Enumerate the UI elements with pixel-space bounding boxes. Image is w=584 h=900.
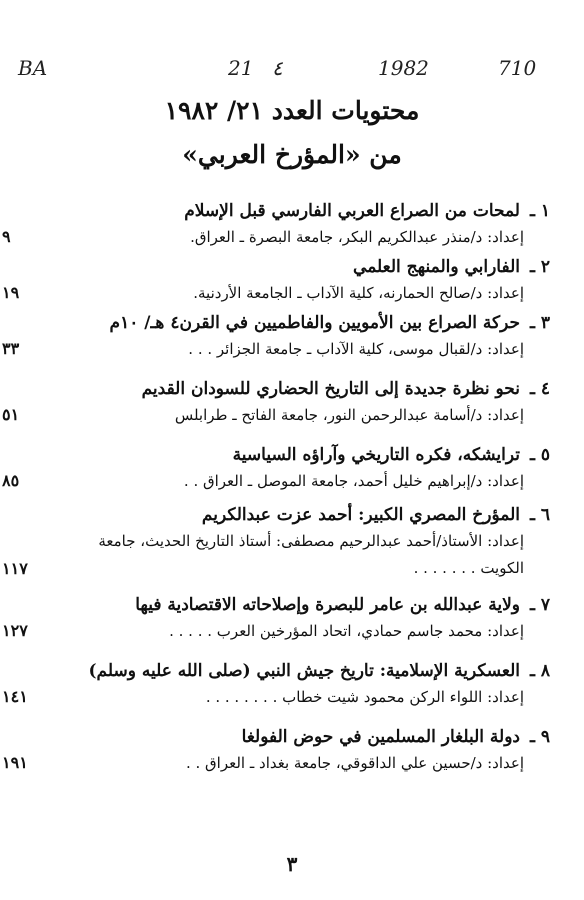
entry-author: إعداد: د/أسامة عبدالرحمن النور، جامعة الفاتح ـ طرابلس: [174, 406, 524, 424]
entry-number: ٢ ـ: [529, 257, 550, 277]
table-of-contents: [2, 190, 550, 776]
entry-heading: [26, 376, 550, 402]
toc-entry: [2, 442, 550, 494]
entry-author-line: [2, 402, 550, 428]
entry-author: إعداد: د/صالح الحمارنه، كلية الآداب ـ الجامعة الأردنية.: [193, 284, 524, 302]
toc-entry: [2, 724, 550, 776]
entry-number: ٣ ـ: [529, 313, 550, 333]
entry-author-line: [2, 684, 550, 710]
handwritten-year: 1982: [378, 56, 429, 80]
entry-title: حركة الصراع بين الأمويين والفاطميين في القرن٤ هـ/ ١٠م: [109, 313, 520, 333]
toc-entry: [2, 502, 550, 582]
entry-heading: [26, 442, 550, 468]
handwritten-number: 710: [498, 56, 537, 80]
entry-heading: [26, 254, 550, 280]
entry-author-line: [2, 618, 550, 644]
entry-number: ٤ ـ: [529, 379, 550, 399]
entry-title: نحو نظرة جديدة إلى التاريخ الحضاري للسودان القديم: [141, 379, 520, 399]
handwritten-code: BA: [18, 56, 48, 80]
entry-title: ترايشكه، فكره التاريخي وآراؤه السياسية: [232, 445, 520, 465]
toc-entry: [2, 310, 550, 362]
entry-page-number: ١٤١: [2, 687, 28, 706]
page-subtitle: من «المؤرخ العربي»: [182, 140, 402, 169]
entry-page-number: ١١٧: [2, 559, 28, 578]
entry-number: ٦ ـ: [529, 505, 550, 525]
toc-entry: [2, 592, 550, 644]
page-title: محتويات العدد ٢١/ ١٩٨٢: [164, 96, 420, 125]
entry-author-line: [2, 528, 550, 582]
entry-page-number: ١٩: [2, 283, 20, 302]
handwritten-annotations: [0, 56, 584, 92]
entry-author-line: [2, 224, 550, 250]
entry-title: الفارابي والمنهج العلمي: [353, 257, 520, 277]
entry-page-number: ٩: [2, 227, 11, 246]
handwritten-day: 21: [228, 56, 254, 80]
entry-title: العسكرية الإسلامية: تاريخ جيش النبي (صلى الله عليه وسلم): [88, 661, 520, 681]
entry-number: ٨ ـ: [529, 661, 550, 681]
entry-title: لمحات من الصراع العربي الفارسي قبل الإسلام: [184, 201, 520, 221]
entry-author: إعداد: د/حسين علي الداقوقي، جامعة بغداد ـ العراق . .: [185, 754, 524, 772]
entry-heading: [26, 198, 550, 224]
entry-title: المؤرخ المصري الكبير: أحمد عزت عبدالكريم: [201, 505, 520, 525]
entry-page-number: ١٩١: [2, 753, 28, 772]
entry-heading: [26, 310, 550, 336]
toc-entry: [2, 658, 550, 710]
entry-number: ١ ـ: [529, 201, 550, 221]
entry-number: ٥ ـ: [529, 445, 550, 465]
entry-author: إعداد: د/منذر عبدالكريم البكر، جامعة البصرة ـ العراق.: [190, 228, 524, 246]
entry-title: دولة البلغار المسلمين في حوض الفولغا: [241, 727, 520, 747]
entry-number: ٧ ـ: [529, 595, 550, 615]
entry-page-number: ٨٥: [2, 471, 20, 490]
toc-entry: [2, 198, 550, 250]
entry-author: إعداد: د/لقبال موسى، كلية الآداب ـ جامعة الجزائر . . .: [188, 340, 524, 358]
entry-author-line: [2, 750, 550, 776]
entry-page-number: ١٢٧: [2, 621, 28, 640]
entry-author: إعداد: الأستاذ/أحمد عبدالرحيم مصطفى: أستاذ التاريخ الحديث، جامعة الكويت . . . . . . .: [98, 532, 524, 577]
entry-author: إعداد: اللواء الركن محمود شيت خطاب . . . . . . . .: [205, 688, 524, 706]
entry-author-line: [2, 336, 550, 362]
entry-page-number: ٣٣: [2, 339, 20, 358]
entry-author: إعداد: د/إبراهيم خليل أحمد، جامعة الموصل ـ العراق . .: [183, 472, 524, 490]
entry-heading: [26, 502, 550, 528]
toc-entry: [2, 254, 550, 306]
entry-page-number: ٥١: [2, 405, 20, 424]
entry-author-line: [2, 280, 550, 306]
entry-number: ٩ ـ: [529, 727, 550, 747]
entry-author: إعداد: محمد جاسم حمادي، اتحاد المؤرخين العرب . . . . .: [169, 622, 524, 640]
toc-entry: [2, 376, 550, 428]
entry-heading: [26, 724, 550, 750]
entry-heading: [26, 592, 550, 618]
page-number: ٣: [286, 852, 298, 876]
entry-title: ولاية عبدالله بن عامر للبصرة وإصلاحاته الاقتصادية فيها: [135, 595, 520, 615]
handwritten-month: ٤: [272, 56, 283, 80]
entry-author-line: [2, 468, 550, 494]
entry-heading: [26, 658, 550, 684]
